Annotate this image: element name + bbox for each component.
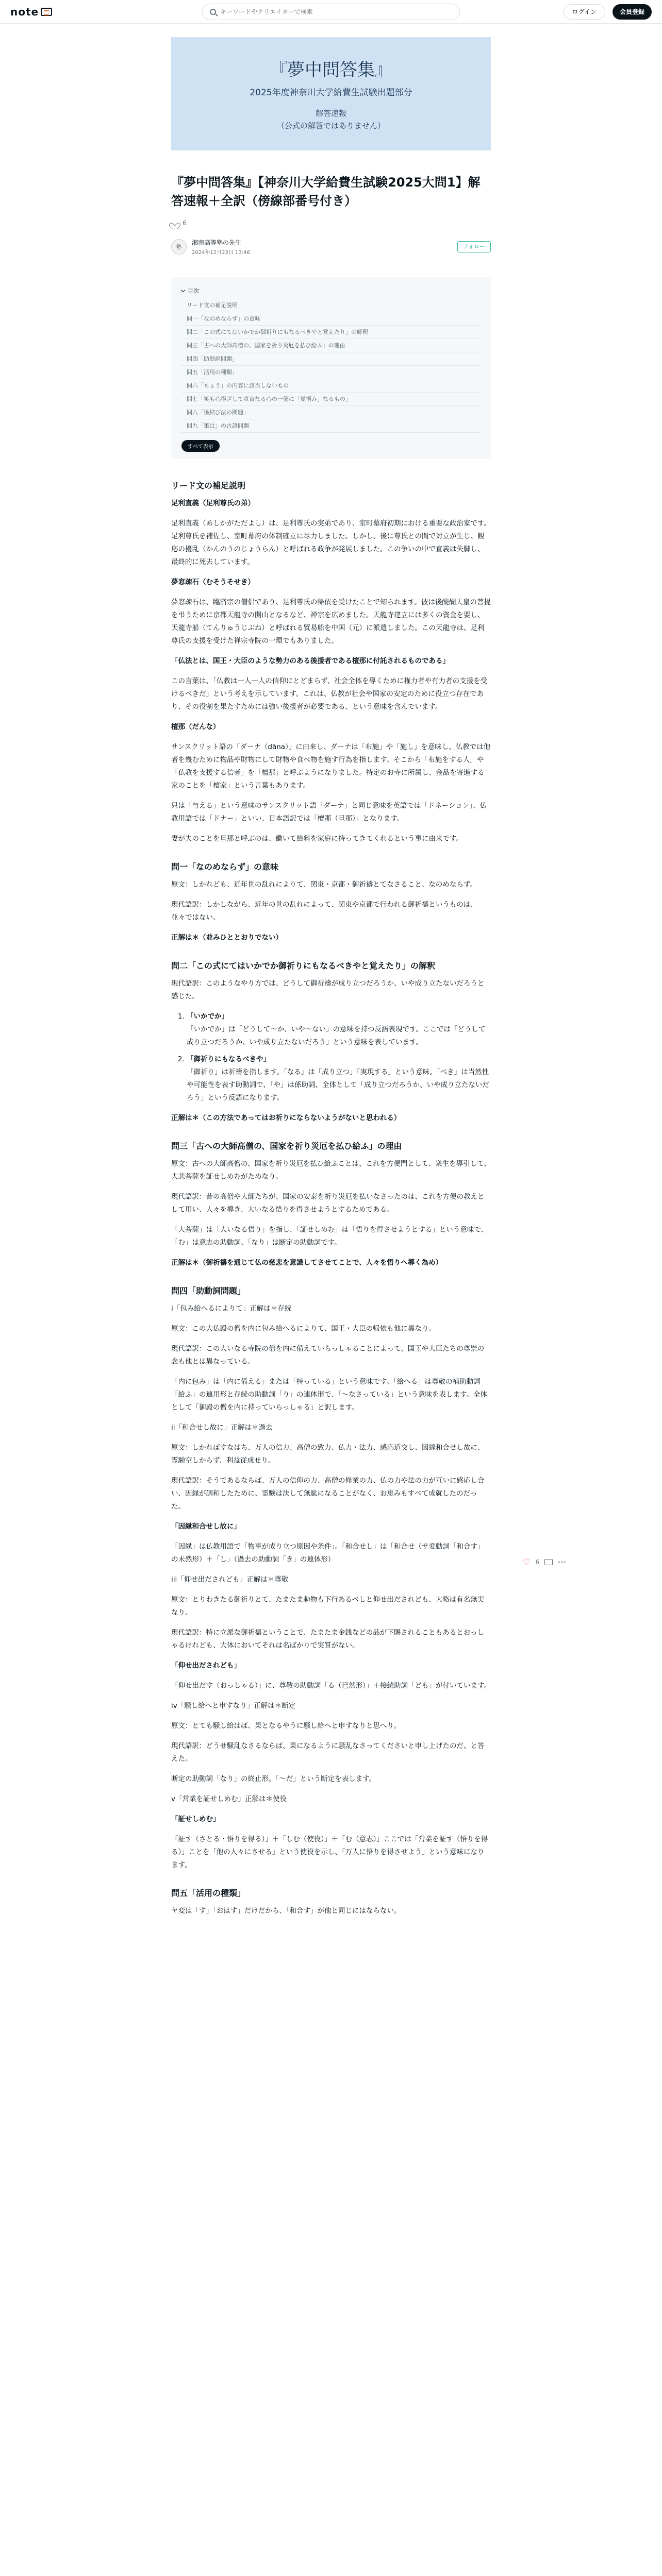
- hero-line-2: （公式の解答ではありません）: [276, 121, 385, 130]
- paragraph: 現代語訳：昔の高僧や大師たちが、国家の安泰を祈り災厄を払いなさったのは、これを方便の教えとして用い、人々を導き、大いなる悟りを得させようとするためである。: [171, 1193, 485, 1214]
- more-icon[interactable]: ···: [557, 1558, 567, 1566]
- floating-heart-icon[interactable]: ♡: [523, 1557, 531, 1567]
- hero-line-1: 解答速報: [315, 109, 346, 118]
- paragraph: 現代語訳：しかしながら、近年の世の乱れによって、関東や京都で行われる御祈禱というものは、並々ではない。: [171, 901, 477, 922]
- sub-question: iii「仰せ出だされども」正解は＊尊敬: [171, 1575, 289, 1584]
- paragraph: この言葉は、「仏教は一人一人の信仰にとどまらず、社会全体を導くために権力者や有力者の支援を受けるべきだ」という考えを示しています。これは、仏教が社会や国家の安定のために役立つ存在であり、その役割を果たすためには強い後援者が必要である、という意味を含んでいます。: [171, 677, 488, 711]
- list-item-title: 「いかでか」: [187, 1012, 228, 1021]
- paragraph: 只は「与える」という意味のサンスクリット語「ダーナ」と同じ意味を英語では「ドネーション」、仏教用語では「ドナー」といい、日本語訳では「檀那（旦那）」となります。: [171, 802, 487, 823]
- toc-item[interactable]: 問六「ちょう」の内容に該当しないもの: [181, 379, 481, 393]
- toc-item[interactable]: 問七「笑も心得ざして真直なる心の一筋に「覚悟み」なるもの」: [181, 393, 481, 406]
- list-item-text: 「いかでか」は「どうして〜か、いや〜ない」の意味を持つ反語表現です。ここでは「どうして成り立つだろうか、いや成り立たないだろう」という意味を表しています。: [187, 1025, 486, 1046]
- paragraph-subtitle: 「仰せ出だされども」: [171, 1662, 241, 1670]
- paragraph: 「大菩薩」は「大いなる悟り」を指し、「証せしめむ」は「悟りを得させようとする」という意味で、「む」は意志の助動詞、「なり」は断定の助動詞です。: [171, 1226, 488, 1247]
- search-icon: [210, 9, 216, 15]
- paragraph-subtitle: 足利直義（足利尊氏の弟）: [171, 499, 255, 507]
- paragraph: 現代語訳：このようなやり方では、どうして御祈禱が成り立つだろうか、いや成り立たないだろうと感じた。: [171, 979, 485, 1001]
- paragraph: ヤ変は「す」「おはす」だけだから、「和合す」が他と同じにはならない。: [171, 1907, 401, 1915]
- site-header: [0, 0, 662, 24]
- paragraph: 断定の助動詞「なり」の終止形。「〜だ」という断定を表します。: [171, 1775, 376, 1783]
- paragraph-subtitle: 檀那（だんな）: [171, 723, 220, 731]
- paragraph-subtitle: 夢窓疎石（むそうそせき）: [171, 578, 255, 586]
- paragraph: 現代語訳：そうであるならば、万人の信仰の力、高僧の修業の力、仏の力や法の力が互いに感応し合い、因縁が調和したために、霊験は決して無駄になることがなく、お恵みもすべて成就したのだった。: [171, 1477, 485, 1511]
- paragraph: 原文：古への大師高僧の、国家を祈り災厄を払ひ給ふことは、これを方便門として、衆生を導引して、大悲菩薩を証せしめむがためなり。: [171, 1160, 491, 1181]
- author-meta: [192, 238, 250, 256]
- paragraph-subtitle: 「因縁和合せし故に」: [171, 1522, 241, 1531]
- list-item-title: 「御祈りにもなるべきや」: [187, 1055, 270, 1063]
- toc-show-all-button[interactable]: すべて表示: [181, 440, 220, 452]
- paragraph: 足利直義（あしかがただよし）は、足利尊氏の実弟であり、室町幕府初期における重要な政治家です。足利尊氏を補佐し、室町幕府の体制確立に尽力しました。しかし、後に尊氏との間で対立が生じ、観応の擾乱（かんのうのじょうらん）と呼ばれる政争が発展しました。この争いの中で直義は失脚し、最終的に死去しています。: [171, 519, 491, 566]
- toc-item[interactable]: 問八「係結び法の問題」: [181, 406, 481, 419]
- paragraph: 現代語訳：この大いなる寺院の僧を内に備えていらっしゃることによって、国王や大臣たちの尊崇の念も他とは異なっている。: [171, 1345, 485, 1366]
- answer: 正解は＊（並みひととおりでない）: [171, 934, 283, 942]
- section-heading: 問二「この式にてはいかでか御祈りにもなるべきやと覚えたり」の解釈: [171, 961, 436, 971]
- hero-title: 『夢中問答集』: [270, 60, 392, 80]
- signup-button[interactable]: 会員登録: [613, 4, 652, 20]
- login-button[interactable]: ログイン: [564, 4, 605, 20]
- paragraph: 原文：この大仏殿の僧を内に包み給へるによりて、国王・大臣の帰依も他に異なり。: [171, 1325, 436, 1333]
- article-title: 『夢中問答集』【神奈川大学給費生試験2025大問1】解答速報＋全訳（傍線部番号付き）: [171, 175, 481, 208]
- list-item: [187, 1053, 491, 1105]
- paragraph: 原文：しかればすなはち、万人の信力、高僧の致力、仏力・法力、感応道交し、因縁和合せし故に、霊験空しからず、利益従成せり。: [171, 1444, 485, 1465]
- article: [171, 37, 491, 1918]
- paragraph: 「内に包み」は「内に備える」または「持っている」という意味です。「給へる」は尊敬の補助動詞「給ふ」の連用形と存続の助動詞「り」の連体形で、「〜なさっている」という意味を表します。全体として「御殿の僧を内に持っていらっしゃる」と訳します。: [171, 1378, 487, 1412]
- like-count: 6: [183, 219, 187, 227]
- toc-header[interactable]: [181, 286, 481, 295]
- heart-icon[interactable]: [171, 220, 178, 227]
- follow-button[interactable]: フォロー: [457, 241, 491, 252]
- toc-heading: 目次: [188, 287, 199, 294]
- paragraph-subtitle: 「仏法とは、国王・大臣のような勢力のある後援者である檀那に付託されるものである」: [171, 657, 450, 665]
- table-of-contents: [171, 277, 491, 459]
- floating-actions: [523, 1557, 567, 1567]
- toc-item[interactable]: 問一「なのめならず」の意味: [181, 312, 481, 326]
- sub-question: ii「和合せし故に」正解は＊過去: [171, 1423, 273, 1432]
- paragraph: サンスクリット語の「ダーナ（dāna）」に由来し、ダーナは「布施」や「施し」を意味し、仏教では他者を幾むために物品や財物にして財物や食べ物を施す行為を指します。そこから「布施をする人」や「仏教を支援する信者」を「檀那」と呼ぶようになりました。特定のお寺に所属し、金品を寄進する家のことを「檀家」という言葉もあります。: [171, 743, 491, 790]
- chevron-down-icon: [181, 287, 185, 292]
- article-body: [171, 480, 491, 1918]
- logo-text: note: [10, 5, 39, 18]
- paragraph: 「因縁」は仏教用語で「物事が成り立つ原因や条件」。「和合せし」は「和合せ（サ変動詞「和合す」の未然形）＋「し」（過去の助動詞「き」の連体形）: [171, 1543, 485, 1564]
- paragraph: 現代語訳：どうせ騒乱なさるならば、果になるように騒乱なさってくださいと申し上げたのだ、と答えた。: [171, 1742, 485, 1763]
- paragraph: 妻が夫のことを旦那と呼ぶのは、働いて給料を家庭に持ってきてくれるという事に由来です。: [171, 835, 463, 843]
- paragraph: 「証す（さとる・悟りを得る）」＋「しむ（使役）」＋「む（意志）」ここでは「営業を証す（悟りを得る）」ことを「他の人々にさせる」という使役を示し、「万人に悟りを得させよう」という意味になります。: [171, 1835, 488, 1869]
- explanation-list: [187, 1010, 491, 1105]
- section-heading: 問五「活用の種類」: [171, 1888, 246, 1898]
- like-row: [171, 219, 491, 227]
- list-item: [187, 1010, 491, 1049]
- section-heading: 問三「古への大師高僧の、国家を祈り災厄を払ひ給ふ」の理由: [171, 1141, 402, 1151]
- toc-item[interactable]: 問九「筆は」の古語問題: [181, 419, 481, 433]
- toc-item[interactable]: リード文の補足説明: [181, 299, 481, 312]
- toc-item[interactable]: 問二「この式にてはいかでか御祈りにもなるべきやと覚えたり」の解釈: [181, 326, 481, 339]
- avatar[interactable]: 塾: [171, 239, 187, 255]
- toc-item[interactable]: 問四「助動詞問題」: [181, 352, 481, 366]
- section-heading: リード文の補足説明: [171, 481, 246, 490]
- list-item-text: 「御祈り」は祈禱を指します。「なる」は「成り立つ」「実現する」という意味。「べき」は当然性や可能性を表す助動詞で、「や」は係助詞、全体として「成り立つだろうか、いや成り立たないだろう」という反語になります。: [187, 1068, 489, 1102]
- paragraph-subtitle: 「証せしめむ」: [171, 1815, 220, 1823]
- section-heading: 問一「なのめならず」の意味: [171, 862, 279, 872]
- answer: 正解は＊（御祈禱を通じて仏の慈悲を意識してさせてことで、人々を悟りへ導く為め）: [171, 1259, 443, 1267]
- paragraph: 現代語訳：特に立派な御祈禱ということで、たまたま金銭などの品が下賜されることもあるとおっしゃるけれども、大体においてそれは名ばかりで実質がない。: [171, 1629, 485, 1650]
- search-bar[interactable]: [202, 4, 460, 20]
- sub-question: i「包み給へるによりて」正解は＊存続: [171, 1304, 292, 1313]
- sub-question: iv「騒し給へと申すなり」正解は＊断定: [171, 1702, 296, 1710]
- paragraph: 原文：しかれども、近年世の乱れによりて、関東・京都・御祈禱とてなさること、なのめならず。: [171, 880, 477, 889]
- section-heading: 問四「助動詞問題」: [171, 1286, 246, 1296]
- note-logo[interactable]: [10, 6, 52, 18]
- post-date: 2024年12月23日 13:46: [192, 250, 250, 256]
- logo-mark-icon: [41, 8, 52, 16]
- sub-question: v「営業を証せしめむ」正解は＊使役: [171, 1795, 287, 1803]
- author-name[interactable]: 湘南高等塾の先生: [192, 239, 242, 246]
- toc-item[interactable]: 問三「古への大師高僧の、国家を祈り災厄を払ひ給ふ」の理由: [181, 339, 481, 352]
- comment-icon[interactable]: [544, 1559, 553, 1565]
- paragraph: 原文：とりわきたる御祈りとて、たまたま勅物も下行あるべしと仰せ出だされども、大略は有名無実なり。: [171, 1596, 485, 1617]
- toc-item[interactable]: 問五「活用の種類」: [181, 366, 481, 379]
- author-row: [171, 237, 491, 257]
- hero-subtitle: 2025年度神奈川大学給費生試験出題部分: [250, 88, 412, 98]
- answer: 正解は＊（この方法であってはお祈りにならないようがないと思われる）: [171, 1114, 401, 1122]
- search-input[interactable]: [220, 8, 447, 15]
- paragraph: 「仰せ出だす（おっしゃる）」に、尊敬の助動詞「る（已然形）」＋接続助詞「ども」が付いています。: [171, 1682, 491, 1690]
- hero-image: [171, 37, 491, 150]
- paragraph: 原文：とても騒し給はば、果となるやうに騒し給へと申すなりと思へり。: [171, 1722, 401, 1730]
- floating-like-count: 6: [535, 1558, 539, 1566]
- paragraph: 夢窓疎石は、臨済宗の僧侶であり、足利尊氏の帰依を受けたことで知られます。彼は後醍醐天皇の菩提を弔うために京都天龍寺の開山となるなど、禅宗を広めました。天龍寺建立には多くの資金を要し、天龍寺船（てんりゅうじぶね）と呼ばれる貿易船を中国（元）に派遣しました。この天龍寺は、足利尊氏の支援を受けた禅宗寺院の一環でもありました。: [171, 598, 491, 645]
